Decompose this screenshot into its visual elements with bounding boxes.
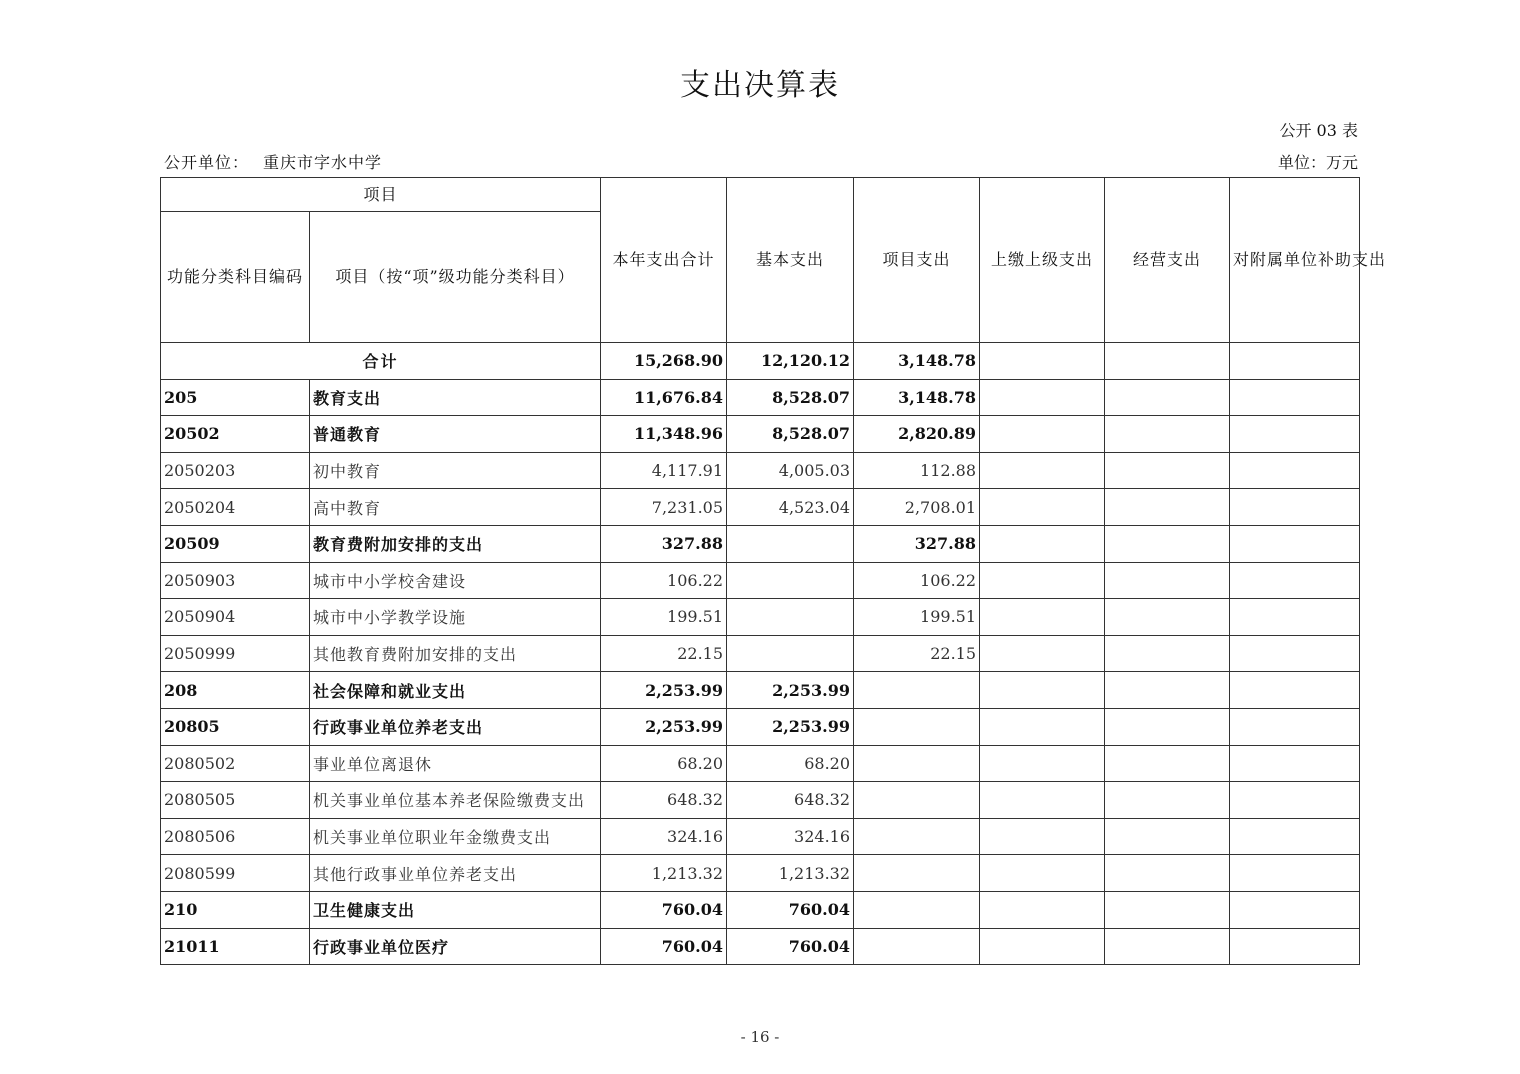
row-project [854, 782, 980, 819]
row-project [854, 708, 980, 745]
row-total: 760.04 [601, 928, 727, 965]
row-subsidy [1230, 818, 1360, 855]
row-basic [727, 525, 854, 562]
row-name: 其他行政事业单位养老支出 [310, 855, 601, 892]
row-code: 2050904 [161, 599, 310, 636]
row-code: 20509 [161, 525, 310, 562]
row-code: 2080506 [161, 818, 310, 855]
row-total: 22.15 [601, 635, 727, 672]
row-upper [980, 562, 1105, 599]
row-subsidy [1230, 635, 1360, 672]
row-basic [727, 635, 854, 672]
row-code: 2050203 [161, 452, 310, 489]
row-subsidy [1230, 672, 1360, 709]
row-project: 2,708.01 [854, 489, 980, 526]
publishing-unit-label: 公开单位： [164, 153, 250, 172]
row-basic: 8,528.07 [727, 416, 854, 453]
row-subsidy [1230, 599, 1360, 636]
row-subsidy [1230, 416, 1360, 453]
row-business [1105, 782, 1230, 819]
row-upper [980, 782, 1105, 819]
row-basic: 4,523.04 [727, 489, 854, 526]
header-upper: 上缴上级支出 [980, 178, 1105, 343]
row-code: 20805 [161, 708, 310, 745]
publishing-unit [164, 150, 382, 173]
row-basic [727, 562, 854, 599]
row-basic: 2,253.99 [727, 708, 854, 745]
row-project [854, 672, 980, 709]
row-business [1105, 562, 1230, 599]
row-upper [980, 818, 1105, 855]
row-total: 648.32 [601, 782, 727, 819]
table-row [161, 452, 1360, 489]
row-upper [980, 379, 1105, 416]
row-code: 208 [161, 672, 310, 709]
table-row [161, 891, 1360, 928]
row-name: 教育费附加安排的支出 [310, 525, 601, 562]
row-basic: 324.16 [727, 818, 854, 855]
row-basic: 1,213.32 [727, 855, 854, 892]
row-project: 327.88 [854, 525, 980, 562]
table-number: 公开 03 表 [1279, 121, 1358, 140]
row-business [1105, 891, 1230, 928]
table-row [161, 525, 1360, 562]
row-business [1105, 489, 1230, 526]
table-row [161, 599, 1360, 636]
row-project [854, 928, 980, 965]
row-project: 22.15 [854, 635, 980, 672]
row-business [1105, 599, 1230, 636]
total-project: 3,148.78 [854, 343, 980, 380]
row-name: 城市中小学教学设施 [310, 599, 601, 636]
header-name: 项目（按“项”级功能分类科目） [310, 212, 601, 343]
row-total: 2,253.99 [601, 672, 727, 709]
row-project [854, 818, 980, 855]
row-project: 112.88 [854, 452, 980, 489]
row-name: 其他教育费附加安排的支出 [310, 635, 601, 672]
row-upper [980, 928, 1105, 965]
total-row [161, 343, 1360, 380]
row-project [854, 891, 980, 928]
row-subsidy [1230, 452, 1360, 489]
row-project: 3,148.78 [854, 379, 980, 416]
row-total: 4,117.91 [601, 452, 727, 489]
table-row [161, 379, 1360, 416]
row-project: 106.22 [854, 562, 980, 599]
row-total: 760.04 [601, 891, 727, 928]
row-code: 205 [161, 379, 310, 416]
row-total: 2,253.99 [601, 708, 727, 745]
row-name: 城市中小学校舍建设 [310, 562, 601, 599]
total-total: 15,268.90 [601, 343, 727, 380]
header-project: 项目支出 [854, 178, 980, 343]
row-upper [980, 708, 1105, 745]
row-name: 教育支出 [310, 379, 601, 416]
row-basic: 4,005.03 [727, 452, 854, 489]
row-basic: 760.04 [727, 891, 854, 928]
row-code: 2050903 [161, 562, 310, 599]
page-number: - 16 - [740, 1028, 780, 1046]
row-business [1105, 818, 1230, 855]
row-name: 卫生健康支出 [310, 891, 601, 928]
row-business [1105, 928, 1230, 965]
row-name: 事业单位离退休 [310, 745, 601, 782]
row-business [1105, 745, 1230, 782]
row-upper [980, 745, 1105, 782]
table-row [161, 782, 1360, 819]
row-subsidy [1230, 379, 1360, 416]
row-total: 199.51 [601, 599, 727, 636]
row-upper [980, 855, 1105, 892]
row-subsidy [1230, 928, 1360, 965]
row-project [854, 745, 980, 782]
row-code: 2080599 [161, 855, 310, 892]
row-subsidy [1230, 562, 1360, 599]
row-project: 2,820.89 [854, 416, 980, 453]
table-row [161, 672, 1360, 709]
row-code: 210 [161, 891, 310, 928]
table-row [161, 708, 1360, 745]
row-name: 社会保障和就业支出 [310, 672, 601, 709]
row-name: 高中教育 [310, 489, 601, 526]
table-row [161, 855, 1360, 892]
total-business [1105, 343, 1230, 380]
total-label: 合计 [161, 343, 601, 380]
row-code: 20502 [161, 416, 310, 453]
row-code: 2080502 [161, 745, 310, 782]
header-business: 经营支出 [1105, 178, 1230, 343]
row-basic: 648.32 [727, 782, 854, 819]
row-subsidy [1230, 745, 1360, 782]
row-business [1105, 416, 1230, 453]
row-business [1105, 379, 1230, 416]
row-code: 21011 [161, 928, 310, 965]
row-business [1105, 672, 1230, 709]
row-total: 106.22 [601, 562, 727, 599]
header-code: 功能分类科目编码 [161, 212, 310, 343]
row-business [1105, 635, 1230, 672]
row-project [854, 855, 980, 892]
header-project-group: 项目 [161, 178, 601, 212]
row-business [1105, 708, 1230, 745]
total-basic: 12,120.12 [727, 343, 854, 380]
row-name: 机关事业单位基本养老保险缴费支出 [310, 782, 601, 819]
header-basic: 基本支出 [727, 178, 854, 343]
row-total: 7,231.05 [601, 489, 727, 526]
row-business [1105, 525, 1230, 562]
row-basic: 68.20 [727, 745, 854, 782]
row-total: 68.20 [601, 745, 727, 782]
page-title: 支出决算表 [680, 68, 840, 103]
table-row [161, 928, 1360, 965]
row-total: 327.88 [601, 525, 727, 562]
row-basic [727, 599, 854, 636]
table-row [161, 818, 1360, 855]
row-code: 2050999 [161, 635, 310, 672]
row-subsidy [1230, 708, 1360, 745]
row-subsidy [1230, 855, 1360, 892]
expenditure-table [160, 177, 1387, 965]
row-name: 初中教育 [310, 452, 601, 489]
row-total: 324.16 [601, 818, 727, 855]
row-total: 1,213.32 [601, 855, 727, 892]
row-upper [980, 416, 1105, 453]
currency-unit: 单位：万元 [1277, 153, 1358, 172]
table-row [161, 562, 1360, 599]
table-row [161, 745, 1360, 782]
row-code: 2050204 [161, 489, 310, 526]
row-name: 机关事业单位职业年金缴费支出 [310, 818, 601, 855]
row-upper [980, 489, 1105, 526]
row-upper [980, 635, 1105, 672]
row-upper [980, 452, 1105, 489]
table-row [161, 489, 1360, 526]
row-business [1105, 452, 1230, 489]
row-name: 行政事业单位养老支出 [310, 708, 601, 745]
table-row [161, 416, 1360, 453]
table-row [161, 635, 1360, 672]
row-subsidy [1230, 489, 1360, 526]
row-basic: 8,528.07 [727, 379, 854, 416]
row-upper [980, 672, 1105, 709]
row-total: 11,676.84 [601, 379, 727, 416]
total-subsidy [1230, 343, 1360, 380]
publishing-unit-name: 重庆市字水中学 [263, 153, 383, 172]
row-upper [980, 891, 1105, 928]
row-name: 普通教育 [310, 416, 601, 453]
row-upper [980, 525, 1105, 562]
row-business [1105, 855, 1230, 892]
row-basic: 760.04 [727, 928, 854, 965]
row-basic: 2,253.99 [727, 672, 854, 709]
header-total: 本年支出合计 [601, 178, 727, 343]
row-subsidy [1230, 525, 1360, 562]
row-upper [980, 599, 1105, 636]
row-code: 2080505 [161, 782, 310, 819]
row-subsidy [1230, 782, 1360, 819]
header-subsidy: 对附属单位补助支出 [1230, 178, 1360, 343]
row-subsidy [1230, 891, 1360, 928]
total-upper [980, 343, 1105, 380]
row-project: 199.51 [854, 599, 980, 636]
row-total: 11,348.96 [601, 416, 727, 453]
row-name: 行政事业单位医疗 [310, 928, 601, 965]
